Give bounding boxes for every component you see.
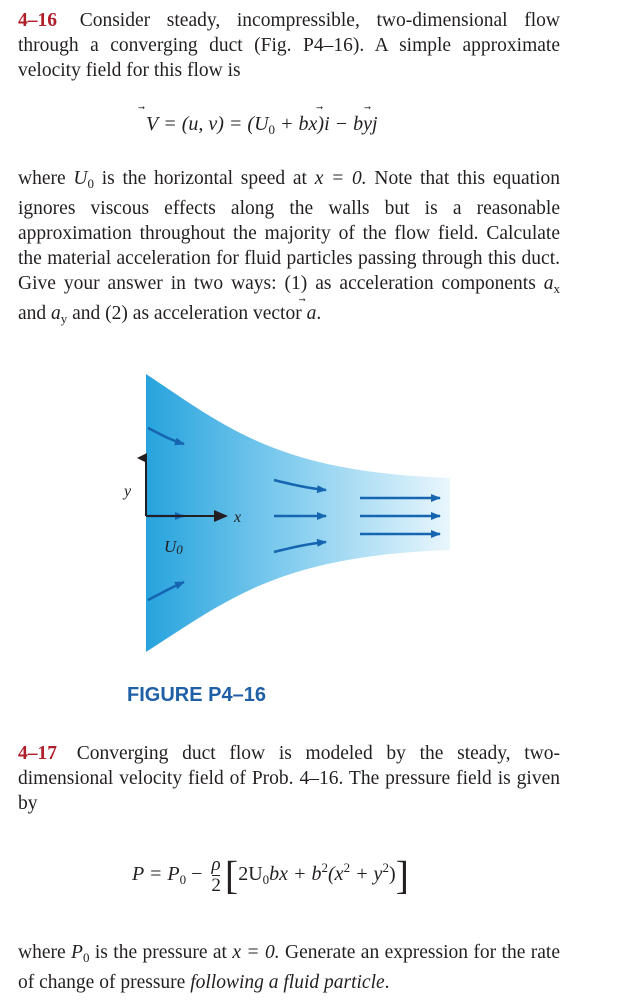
problem-number: 4–16 <box>18 10 57 31</box>
problem-17-intro: 4–17 Converging duct flow is modeled by the steady, two-dimensional velocity field of Prob. 4–16. The pressure field is given by <box>18 743 560 814</box>
vector-V: V <box>146 113 159 135</box>
U0-label: U0 <box>164 537 183 557</box>
rho-over-2: $\frac{\rho}{2}$ <box>211 854 221 896</box>
unit-vector-i: i <box>324 113 330 135</box>
pressure-equation: $P = P_0$ − $\frac{\rho}{2}$ $[2U_0bx + b^2(x^2 + y^2)]$ <box>132 852 409 898</box>
converging-duct-figure <box>110 360 470 670</box>
x-axis-label: x <box>234 509 242 526</box>
problem-text: Consider steady, incompressible, two-dimensional flow through a converging duct (Fig. P4–16). A simple approximate velocity field for this flow is <box>18 10 561 81</box>
problem-16-body: where $U_0$ is the horizontal speed at x = 0. Note that this equation ignores viscous effects along the walls but is a reasonable approximation throughout the majority of the flow field. Calculate the material acceleration for fluid particles passing through this duct. Give your answer in two ways: (1) as acceleration components $a_x$ and $a_y$ and (2) as acceleration vector a. <box>18 168 561 326</box>
figure-caption: FIGURE P4–16 <box>127 684 266 706</box>
problem-16-intro <box>18 8 560 83</box>
duct-fluid-region <box>146 374 450 652</box>
problem-17-body: where $P_0$ is the pressure at x = 0. Generate an expression for the rate of change of pressure following a fluid particle. <box>18 942 560 993</box>
velocity-equation: V = (u, $v) = (U_0 + bx)$ i − by j <box>146 113 378 137</box>
problem-number: 4–17 <box>18 743 57 764</box>
vector-a: a <box>306 303 317 324</box>
unit-vector-j: j <box>372 113 378 135</box>
y-axis-label: y <box>124 483 132 500</box>
